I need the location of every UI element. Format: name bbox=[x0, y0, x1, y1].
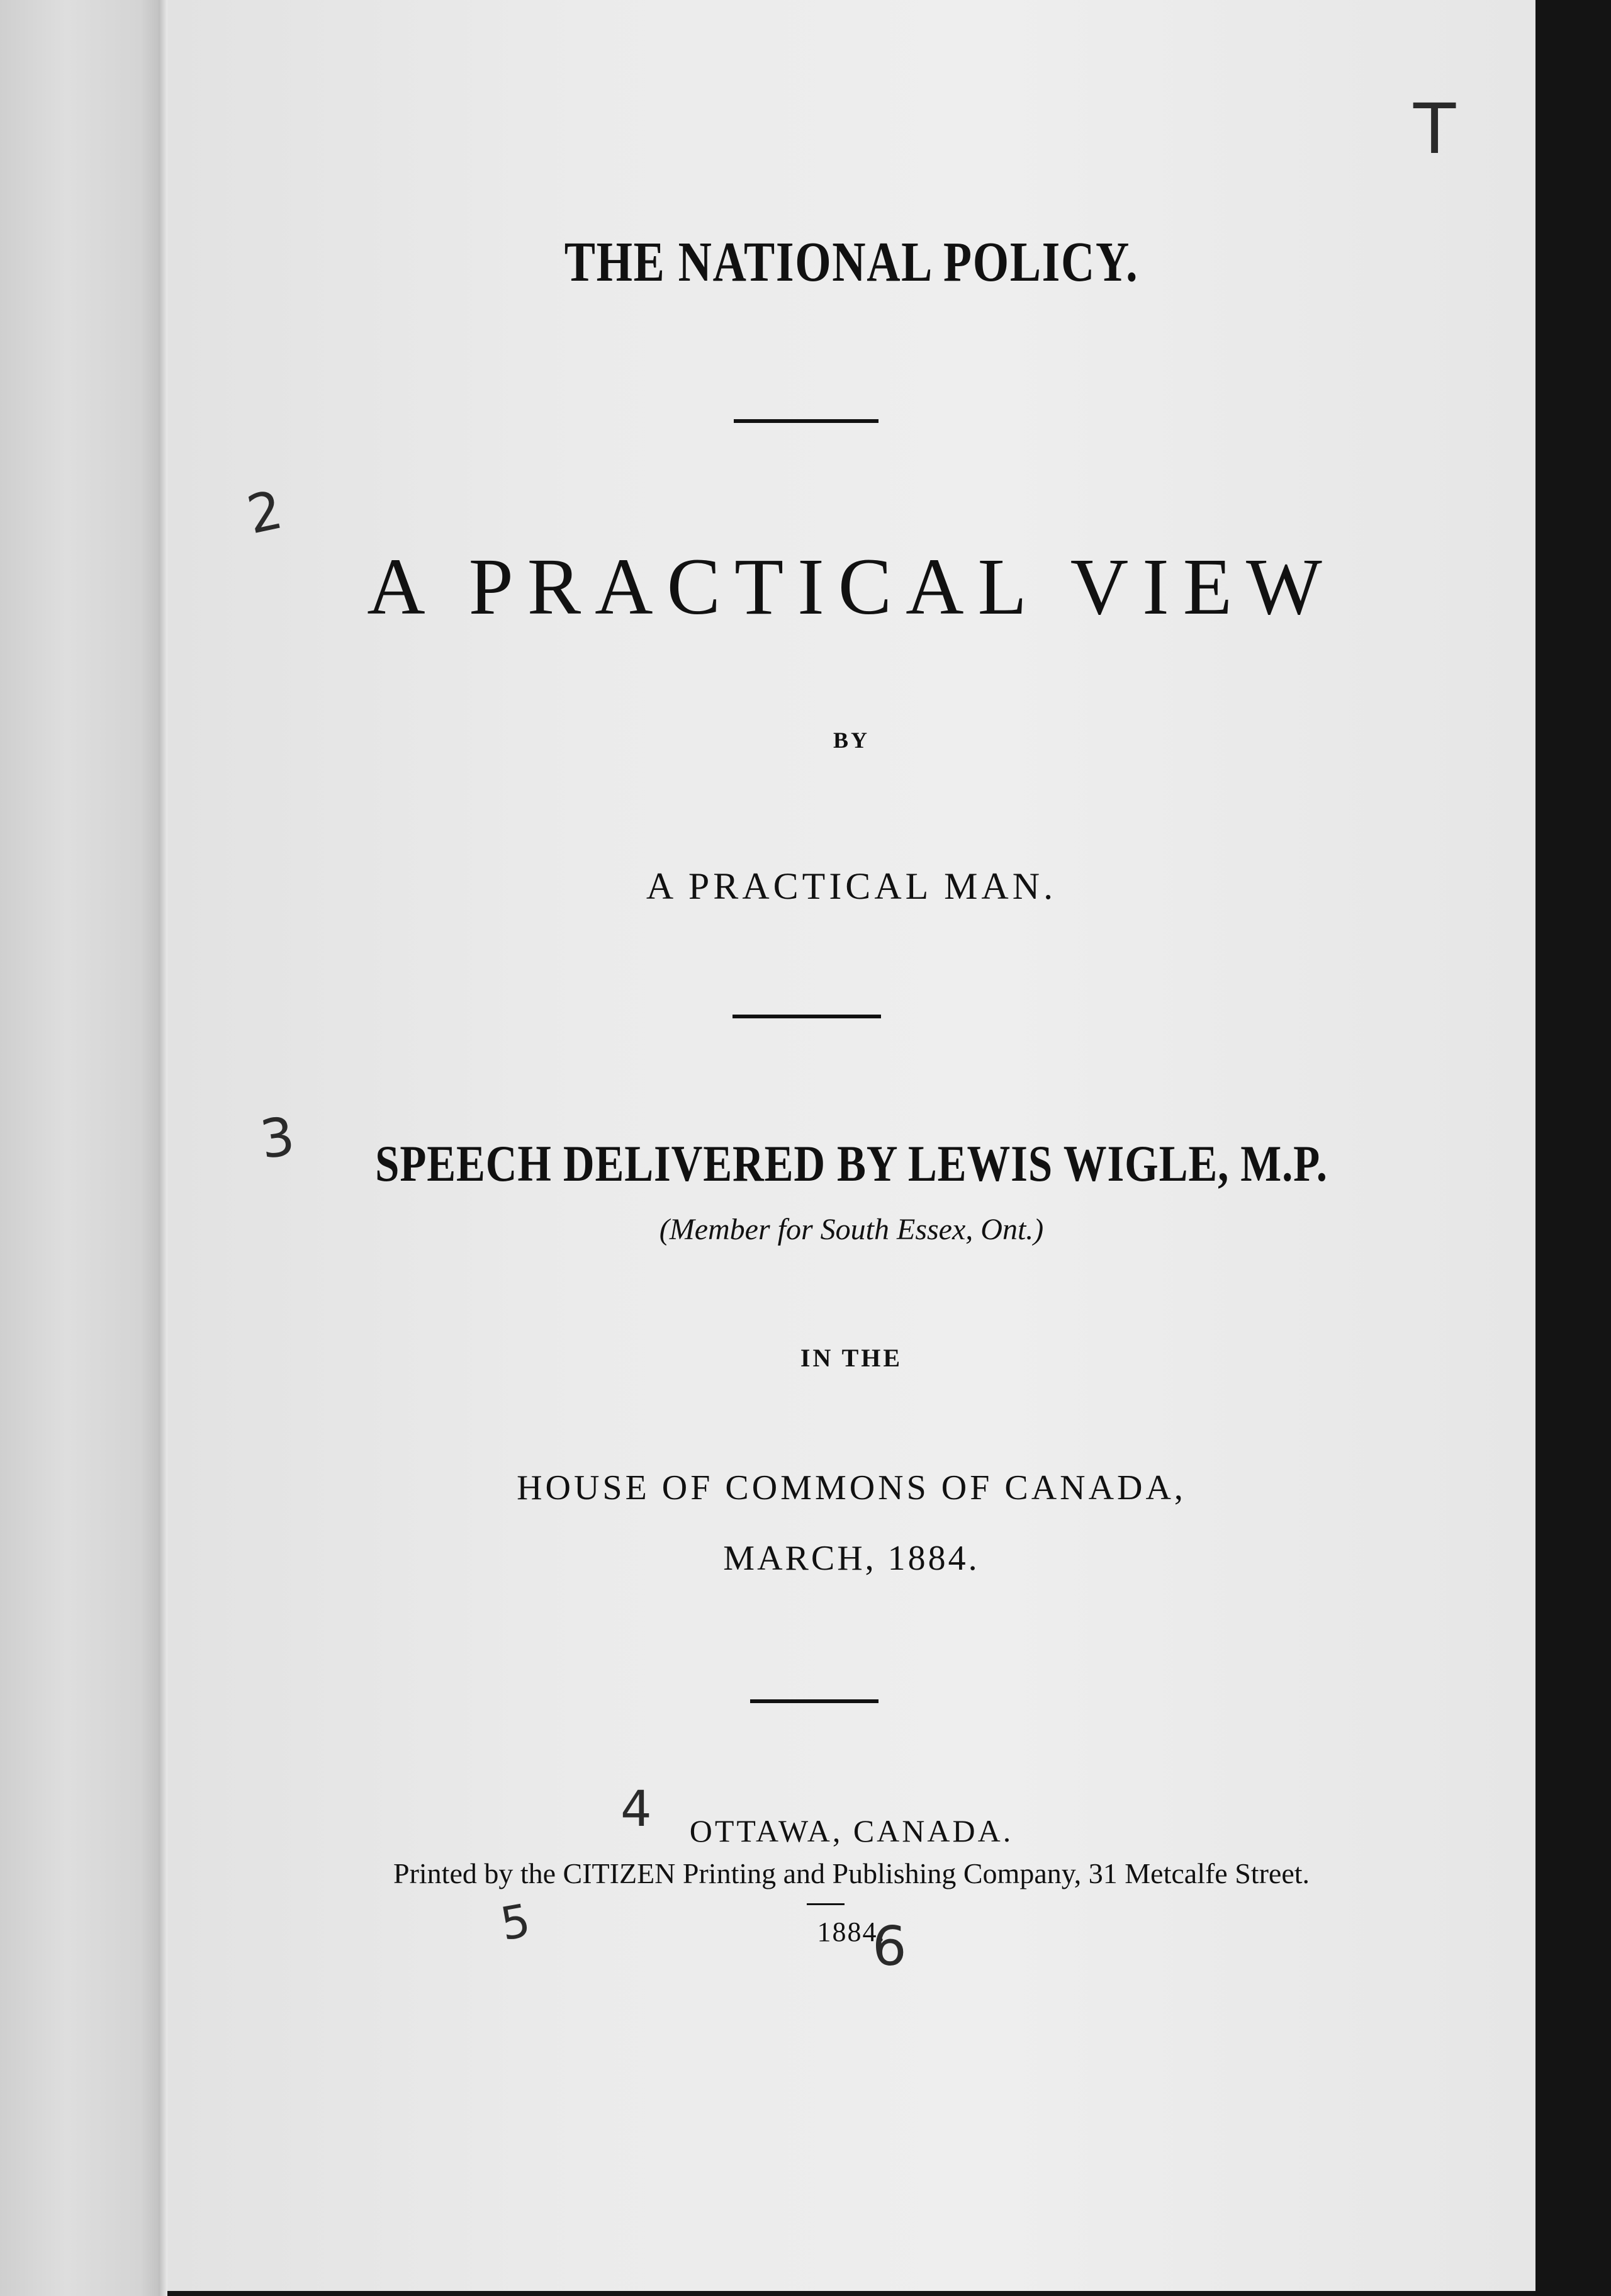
author-line: A PRACTICAL MAN. bbox=[646, 865, 1057, 907]
by-line: BY bbox=[833, 728, 870, 753]
venue-line: HOUSE OF COMMONS OF CANADA, bbox=[517, 1468, 1186, 1507]
imprint-place: OTTAWA, CANADA. bbox=[689, 1813, 1014, 1849]
binding-spine bbox=[0, 0, 165, 2296]
divider-rule-3 bbox=[750, 1699, 878, 1703]
scan-border bbox=[1535, 0, 1611, 2296]
divider-rule-1 bbox=[734, 419, 878, 423]
series-title: THE NATIONAL POLICY. bbox=[564, 231, 1139, 293]
member-line: (Member for South Essex, Ont.) bbox=[659, 1213, 1044, 1246]
main-title: A PRACTICAL VIEW bbox=[367, 542, 1336, 631]
imprint-rule bbox=[807, 1903, 845, 1905]
handwritten-mark-corner: T bbox=[1413, 89, 1456, 169]
imprint-printer: Printed by the CITIZEN Printing and Publishing Company, 31 Metcalfe Street. bbox=[393, 1857, 1310, 1889]
handwritten-mark-6: 6 bbox=[872, 1915, 907, 1978]
handwritten-mark-5: 5 bbox=[497, 1893, 534, 1951]
spine-edge bbox=[159, 0, 167, 2296]
in-the-line: IN THE bbox=[800, 1344, 903, 1372]
divider-rule-2 bbox=[733, 1015, 881, 1018]
handwritten-mark-2: 2 bbox=[242, 478, 288, 546]
imprint-year: 1884. bbox=[817, 1916, 886, 1947]
title-page bbox=[167, 0, 1535, 2291]
speech-line: SPEECH DELIVERED BY LEWIS WIGLE, M.P. bbox=[375, 1135, 1328, 1192]
date-line: MARCH, 1884. bbox=[723, 1539, 980, 1578]
handwritten-mark-4: 4 bbox=[620, 1781, 652, 1838]
handwritten-mark-3: 3 bbox=[256, 1105, 299, 1171]
